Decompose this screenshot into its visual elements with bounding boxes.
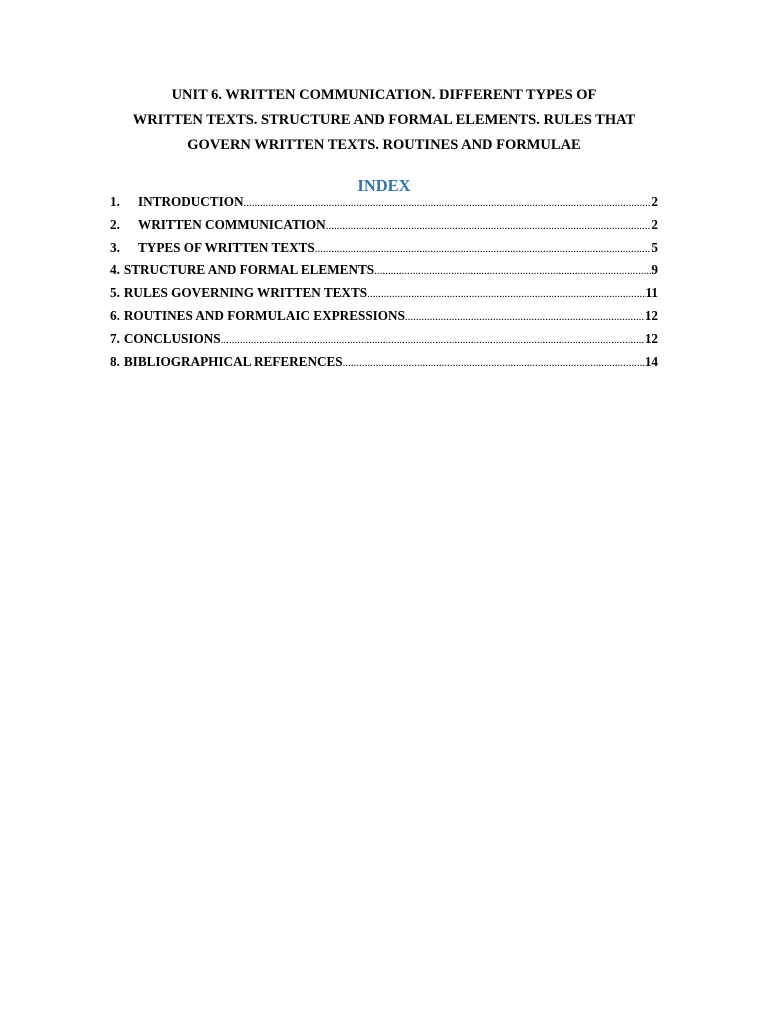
toc-entry-number: 3.: [110, 239, 120, 255]
toc-dot-leader: [374, 265, 651, 277]
toc-entry-label: CONCLUSIONS: [123, 330, 221, 346]
toc-entry-number: 6.: [110, 307, 120, 323]
index-heading: INDEX: [357, 176, 411, 195]
toc-entry-number: 5.: [110, 285, 120, 301]
toc-entry-page-number: 2: [651, 194, 658, 209]
toc-entry-label: INTRODUCTION: [138, 194, 244, 209]
toc-entry-label: BIBLIOGRAPHICAL REFERENCES: [123, 353, 343, 369]
toc-entry-page-number: 9: [651, 262, 658, 278]
title-line-1: UNIT 6. WRITTEN COMMUNICATION. DIFFERENT TYPES OF: [171, 87, 597, 103]
toc-entry-page-number: 12: [644, 330, 658, 346]
toc-entry[interactable]: [110, 331, 658, 354]
toc-entry-page-number: 14: [644, 353, 658, 369]
toc-entry-number: 7.: [110, 330, 120, 346]
toc-entry[interactable]: [110, 194, 658, 217]
toc-entry-page-number: 11: [645, 285, 658, 301]
toc-dot-leader: [244, 197, 652, 209]
toc-dot-leader: [315, 243, 652, 255]
toc-entry-number: 1.: [110, 194, 120, 209]
toc-entry-label: TYPES OF WRITTEN TEXTS: [138, 239, 315, 255]
toc-dot-leader: [367, 288, 645, 300]
title-line-2: WRITTEN TEXTS. STRUCTURE AND FORMAL ELEMENTS. RULES THAT: [132, 112, 636, 128]
toc-entry[interactable]: [110, 217, 658, 240]
toc-entry[interactable]: [110, 354, 658, 377]
toc-entry-page-number: 2: [651, 216, 658, 232]
toc-entry[interactable]: [110, 240, 658, 263]
toc-entry-label: STRUCTURE AND FORMAL ELEMENTS: [123, 262, 375, 278]
toc-entry[interactable]: [110, 308, 658, 331]
toc-dot-leader: [221, 334, 645, 346]
toc-dot-leader: [326, 220, 652, 232]
toc-entry-label: ROUTINES AND FORMULAIC EXPRESSIONS: [123, 307, 405, 323]
toc-dot-leader: [405, 311, 645, 323]
toc-entry-page-number: 12: [644, 307, 658, 323]
toc-entry-number: 4.: [110, 262, 120, 278]
table-of-contents: [110, 194, 658, 376]
toc-entry-number: 8.: [110, 353, 120, 369]
toc-entry-number: 2.: [110, 216, 120, 232]
document-title: [100, 83, 668, 158]
title-line-3: GOVERN WRITTEN TEXTS. ROUTINES AND FORMULAE: [187, 137, 581, 153]
toc-entry[interactable]: [110, 262, 658, 285]
toc-entry-page-number: 5: [651, 239, 658, 255]
toc-entry-label: RULES GOVERNING WRITTEN TEXTS: [123, 285, 368, 301]
toc-entry-label: WRITTEN COMMUNICATION: [138, 216, 326, 232]
toc-entry[interactable]: [110, 285, 658, 308]
toc-dot-leader: [343, 357, 645, 369]
